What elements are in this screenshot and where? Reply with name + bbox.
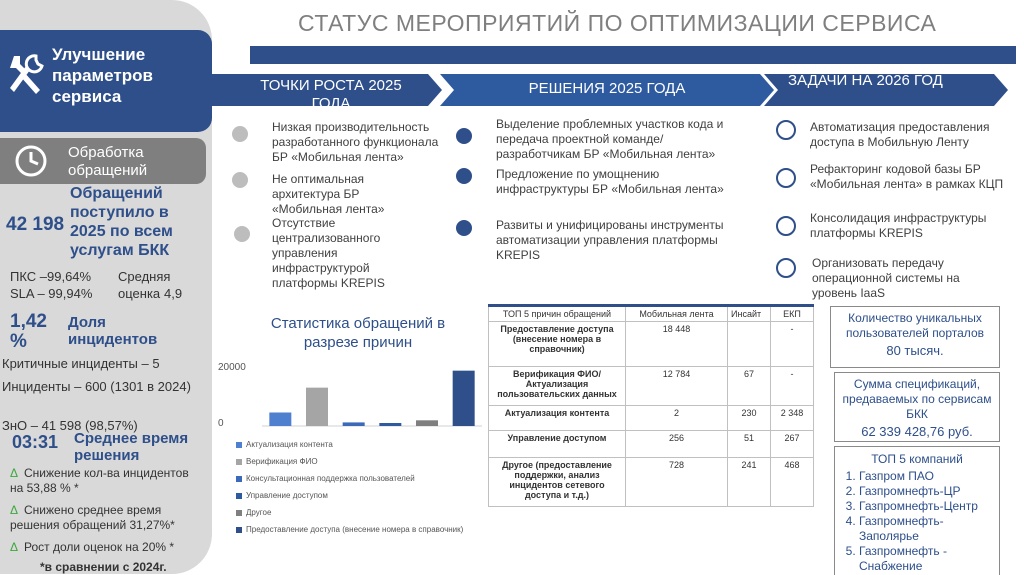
chevron-solutions [440, 74, 774, 106]
tools-icon [6, 52, 46, 100]
task-item-3: Консолидация инфраструктуры платформы KREPIS [810, 211, 987, 240]
avg-time: 03:31 [12, 432, 59, 452]
avg-value: 4,9 [164, 286, 183, 301]
table-row [489, 431, 814, 458]
solution-item-3: Развиты и унифицированы инструменты автоматизации управления платформы KREPIS [496, 218, 724, 262]
bullet-1: Снижение кол-ва инцидентов на 53,88 % * [10, 466, 189, 495]
requests-text: Обращений поступило в 2025 по всем услугам БКК [70, 185, 173, 259]
company-item: 3. Газпромнефть-Центр [859, 499, 999, 514]
table-row [489, 458, 814, 507]
spec-value: 62 339 428,76 руб. [861, 424, 973, 439]
solution-dot [456, 168, 472, 184]
requests-count: 42 198 [6, 214, 65, 235]
bar-2 [343, 422, 365, 426]
company-item: 2. Газпромнефть-ЦР [859, 484, 999, 499]
table-cell: - [771, 367, 814, 406]
pks-line: ПКС –99,64% [10, 269, 92, 284]
footnote: *в сравнении с 2024г. [40, 560, 167, 574]
table-cell: Предоставление доступа (внесение номера в справочник) [489, 322, 626, 367]
legend-swatch [236, 442, 242, 448]
users-value: 80 тысяч. [886, 343, 944, 358]
chevron-growth-label: ТОЧКИ РОСТА 2025 ГОДА [260, 77, 402, 112]
y-tick-label: 20000 [218, 362, 246, 373]
table-cell: Актуализация контента [489, 406, 626, 431]
delta-icon: Δ [10, 466, 19, 480]
solution-item-1: Выделение проблемных участков кода и передача проектной команде/разработчикам БР «Мобильная лента» [496, 117, 724, 161]
legend-swatch [236, 527, 242, 533]
growth-item-3: Отсутствие централизованного управления инфраструктурой платформы KREPIS [272, 216, 385, 290]
users-label: Количество уникальных пользователей порталов [845, 311, 984, 340]
y-tick-label: 0 [218, 418, 224, 429]
incidents-line: Инциденты – 600 (1301 в 2024) [2, 379, 191, 394]
bullet-3: Рост доли оценок на 20% * [24, 540, 175, 554]
table-row [489, 322, 814, 367]
table-header: ТОП 5 причин обращений [489, 306, 626, 322]
users-box [830, 306, 1000, 368]
solution-dot [456, 128, 472, 144]
delta-icon: Δ [10, 540, 19, 554]
growth-item-2: Не оптимальная архитектура БР «Мобильная лента» [272, 172, 385, 216]
legend-swatch [236, 459, 242, 465]
companies-title: ТОП 5 компаний [871, 452, 963, 466]
zno-line: ЗнО – 41 598 (98,57%) [2, 418, 138, 433]
legend-item [236, 525, 486, 534]
legend-swatch [236, 476, 242, 482]
chart-legend [236, 440, 486, 542]
delta-icon: Δ [10, 503, 19, 517]
table-cell: 728 [626, 458, 728, 507]
bar-0 [269, 413, 291, 427]
table-row [489, 406, 814, 431]
legend-item [236, 508, 486, 517]
page-title: СТАТУС МЕРОПРИЯТИЙ ПО ОПТИМИЗАЦИИ СЕРВИСА [298, 10, 937, 36]
legend-label: Актуализация контента [246, 440, 333, 449]
requests-header [0, 138, 206, 184]
table-cell: 67 [728, 367, 771, 406]
service-header-text: Улучшение параметров сервиса [52, 45, 153, 106]
table-cell: 468 [771, 458, 814, 507]
avg-label-2: оценка [118, 286, 161, 301]
table-cell: 18 448 [626, 322, 728, 367]
task-circle [776, 258, 796, 278]
solution-dot [456, 220, 472, 236]
table-cell: 230 [728, 406, 771, 431]
title-bar [250, 46, 1016, 64]
growth-item-1: Низкая производительность разработанного функционала БР «Мобильная лента» [272, 120, 439, 164]
legend-label: Другое [246, 508, 272, 517]
legend-swatch [236, 510, 242, 516]
spec-box [834, 372, 1000, 442]
growth-dot [234, 226, 250, 242]
chart-title: Статистика обращений в разрезе причин [270, 315, 446, 351]
table-cell: 241 [728, 458, 771, 507]
task-item-1: Автоматизация предоставления доступа в Мобильную Ленту [810, 120, 990, 149]
legend-label: Управление доступом [246, 491, 328, 500]
legend-item [236, 491, 486, 500]
service-header [0, 30, 212, 132]
legend-swatch [236, 493, 242, 499]
table-cell: 12 784 [626, 367, 728, 406]
chevron-growth [206, 74, 442, 112]
table-cell: Верификация ФИО/Актуализация пользовательских данных [489, 367, 626, 406]
table-cell: 267 [771, 431, 814, 458]
table-cell: Другое (предоставление поддержки, анализ инцидентов сетевого доступа и т.д.) [489, 458, 626, 507]
legend-item [236, 457, 486, 466]
companies-list [835, 469, 999, 574]
avg-time-label: Среднее время решения [74, 430, 189, 464]
table-row [489, 367, 814, 406]
task-item-2: Рефакторинг кодовой базы БР «Мобильная лента» в рамках КЦП [810, 162, 1004, 191]
company-item: 1. Газпром ПАО [859, 469, 999, 484]
chevron-solutions-label: РЕШЕНИЯ 2025 ГОДА [528, 80, 686, 97]
bar-5 [453, 371, 475, 426]
bar-1 [306, 388, 328, 426]
legend-item [236, 474, 486, 483]
bullet-2: Снижено среднее время решения обращений 31,27%* [10, 503, 175, 532]
incident-share-label: Доля инцидентов [68, 314, 158, 348]
growth-dot [232, 126, 248, 142]
incident-share: 1,42 % [10, 311, 47, 352]
table-cell: 2 [626, 406, 728, 431]
task-circle [776, 216, 796, 236]
requests-header-text: Обработка обращений [68, 144, 148, 179]
task-circle [776, 168, 796, 188]
legend-item [236, 440, 486, 449]
growth-dot [232, 172, 248, 188]
critical-incidents: Критичные инциденты – 5 [2, 356, 160, 371]
sla-line: SLA – 99,94% [10, 286, 93, 301]
chevron-tasks [764, 74, 1008, 106]
company-item: 4. Газпромнефть-Заполярье [859, 514, 999, 544]
task-circle [776, 120, 796, 140]
table-header: ЕКП [771, 306, 814, 322]
table-cell: - [771, 322, 814, 367]
table-cell: 2 348 [771, 406, 814, 431]
company-item: 5. Газпромнефть - Снабжение [859, 544, 999, 574]
spec-label: Сумма спецификаций, предаваемых по сервисам БКК [842, 377, 992, 421]
table-header-row [489, 306, 814, 322]
bar-chart [216, 356, 486, 432]
top5-table [488, 304, 814, 507]
solution-item-2: Предложение по умощнению инфраструктуры БР «Мобильная лента» [496, 167, 724, 196]
task-item-4: Организовать передачу операционной системы на уровень IaaS [812, 256, 960, 300]
table-cell: 51 [728, 431, 771, 458]
legend-label: Консультационная поддержка пользователей [246, 474, 415, 483]
bar-4 [416, 420, 438, 426]
legend-label: Предоставление доступа (внесение номера в справочник) [246, 525, 464, 534]
table-header: Инсайт [728, 306, 771, 322]
table-cell [728, 322, 771, 367]
table-header: Мобильная лента [626, 306, 728, 322]
bar-3 [379, 423, 401, 426]
table-cell: 256 [626, 431, 728, 458]
table-cell: Управление доступом [489, 431, 626, 458]
chevron-tasks-label: ЗАДАЧИ НА 2026 ГОД [788, 72, 943, 89]
legend-label: Верификация ФИО [246, 457, 318, 466]
companies-box [834, 446, 1000, 575]
avg-label-1: Средняя [118, 269, 171, 284]
clock-icon [14, 144, 48, 178]
